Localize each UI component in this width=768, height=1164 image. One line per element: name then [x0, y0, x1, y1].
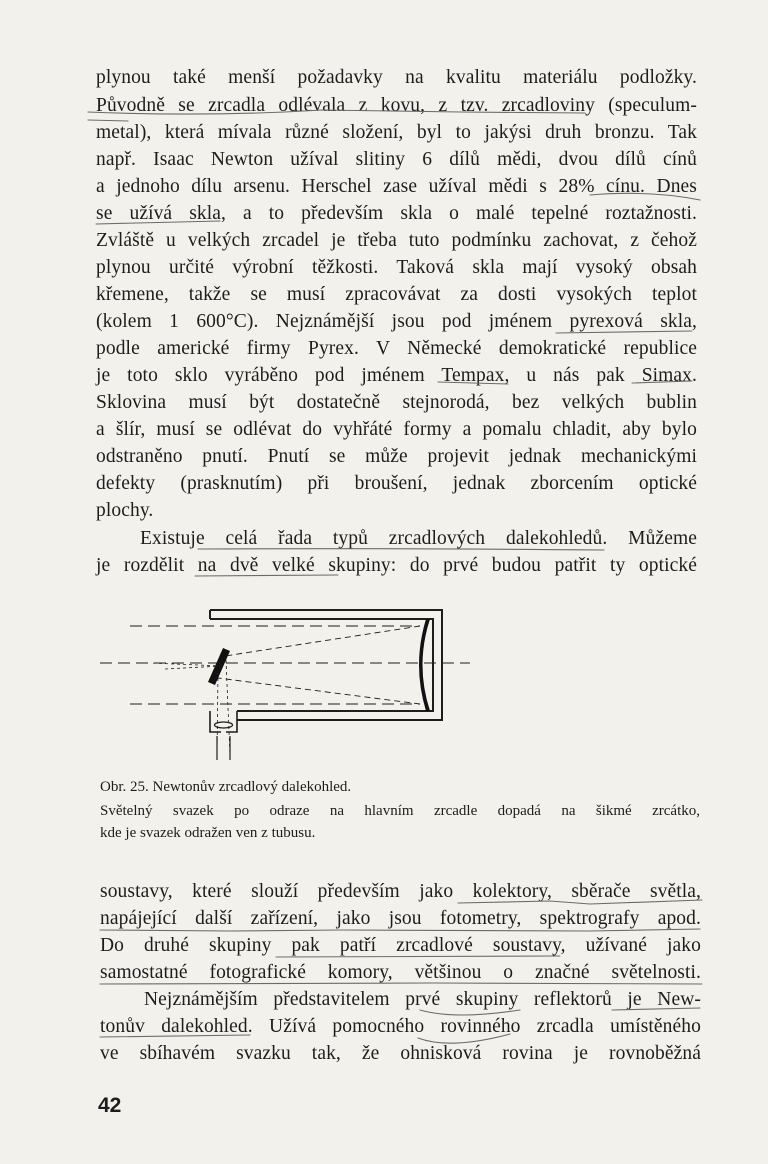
paragraph-start-line: Nejznámějším představitelem prvé skupiny reflektorů je New-: [144, 989, 701, 1010]
text-line: Sklovina musí být dostatečně stejnorodá, bez velkých bublin: [96, 392, 697, 413]
page-number: 42: [98, 1094, 122, 1117]
text-line: např. Isaac Newton užíval slitiny 6 dílů mědi, dvou dílů cínů: [96, 149, 697, 170]
figure-caption-line: Světelný svazek po odraze na hlavním zrcadle dopadá na šikmé zrcátko,: [100, 803, 700, 819]
text-line: Zvláště u velkých zrcadel je třeba tuto podmínku zachovat, z čehož: [96, 230, 697, 251]
text-line: křemene, takže se musí zpracovávat za dosti vysokých teplot: [96, 284, 697, 305]
text-line: soustavy, které slouží především jako kolektory, sběrače světla,: [100, 881, 701, 902]
text-line: je toto sklo vyráběno pod jménem Tempax, u nás pak Simax.: [96, 365, 697, 386]
text-line: se užívá skla, a to především skla o malé tepelné roztažnosti.: [96, 203, 697, 224]
text-line: Do druhé skupiny pak patří zrcadlové soustavy, užívané jako: [100, 935, 701, 956]
text-line: napájející další zařízení, jako jsou fotometry, spektrografy apod.: [100, 908, 701, 929]
figure-caption-line: kde je svazek odražen ven z tubusu.: [100, 825, 316, 841]
text-line: plynou určité výrobní těžkosti. Taková skla mají vysoký obsah: [96, 257, 697, 278]
paragraph-start-line: Existuje celá řada typů zrcadlových dalekohledů. Můžeme: [140, 528, 697, 549]
text-line: plochy.: [96, 500, 154, 521]
text-line: tonův dalekohled. Užívá pomocného rovinného zrcadla umístěného: [100, 1016, 701, 1037]
text-line: plynou také menší požadavky na kvalitu materiálu podložky.: [96, 67, 697, 88]
text-line: metal), která mívala různé složení, byl to jakýsi druh bronzu. Tak: [96, 122, 697, 143]
newton-telescope-diagram: [90, 600, 480, 770]
text-line: defekty (prasknutím) při broušení, jednak zborcením optické: [96, 473, 697, 494]
text-line: (kolem 1 600°C). Nejznámější jsou pod jménem pyrexová skla,: [96, 311, 697, 332]
text-line: odstraněno pnutí. Pnutí se může projevit jednak mechanickými: [96, 446, 697, 467]
text-line: podle americké firmy Pyrex. V Německé demokratické republice: [96, 338, 697, 359]
text-line: je rozdělit na dvě velké skupiny: do prvé budou patřit ty optické: [96, 555, 697, 576]
text-line: a šlír, musí se odlévat do vyhřáté formy a pomalu chladit, aby bylo: [96, 419, 697, 440]
text-line: a jednoho dílu arsenu. Herschel zase užíval mědi s 28% cínu. Dnes: [96, 176, 697, 197]
text-line: samostatné fotografické komory, většinou o značné světelnosti.: [100, 962, 701, 983]
figure-caption-title: Obr. 25. Newtonův zrcadlový dalekohled.: [100, 779, 352, 795]
text-line: Původně se zrcadla odlévala z kovu, z tzv. zrcadloviny (speculum-: [96, 95, 697, 116]
text-line: ve sbíhavém svazku tak, že ohnisková rovina je rovnoběžná: [100, 1043, 701, 1064]
